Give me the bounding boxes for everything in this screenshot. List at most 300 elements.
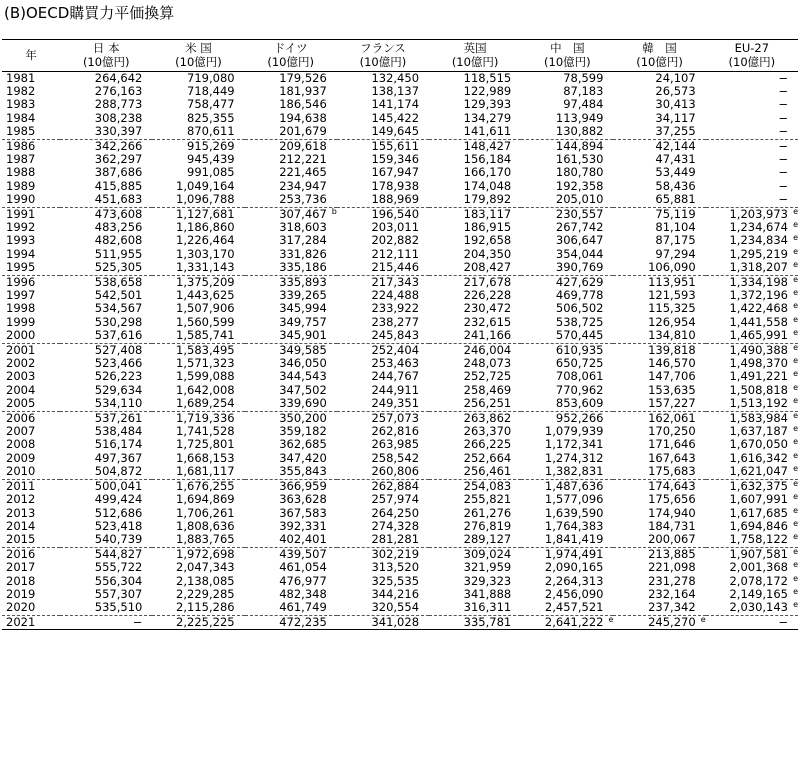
value-cell: [152, 275, 244, 289]
value-text: 718,449: [187, 83, 235, 98]
value-cell: [613, 248, 705, 261]
value-text: 1,226,464: [176, 233, 235, 248]
value-text: 37,255: [655, 124, 696, 139]
value-cell: [521, 289, 613, 302]
value-cell: [521, 357, 613, 370]
value-text: 366,959: [279, 478, 327, 493]
value-text: 42,144: [655, 138, 696, 153]
value-text: 346,050: [279, 356, 327, 371]
value-text: 529,634: [94, 382, 143, 397]
year-cell: 1998: [6, 301, 36, 316]
value-cell: [521, 207, 613, 221]
value-text: 224,488: [371, 288, 420, 302]
value-text: 1,599,088: [176, 369, 235, 384]
year-cell: 1985: [2, 125, 60, 139]
value-text: 144,894: [555, 138, 604, 153]
footnote-flag: e: [793, 301, 798, 311]
year-cell: 1996: [6, 274, 36, 289]
value-text: 175,683: [648, 464, 696, 479]
value-cell: [521, 547, 613, 561]
value-cell: [429, 465, 521, 479]
value-cell: [429, 125, 521, 139]
year-cell: 2019: [6, 586, 36, 601]
value-cell: [60, 547, 152, 561]
value-cell: [152, 438, 244, 451]
value-cell: [337, 425, 429, 438]
value-cell: [521, 343, 613, 357]
value-text: 261,276: [463, 505, 512, 520]
value-text: 260,806: [371, 464, 420, 479]
value-text: 1,498,370: [729, 356, 788, 371]
table-row: [2, 533, 798, 547]
value-cell: [245, 166, 337, 179]
value-cell: [152, 289, 244, 302]
value-text: 345,994: [279, 301, 327, 316]
value-text: 345,901: [279, 328, 327, 343]
column-name: EU-27: [734, 41, 770, 56]
value-text: 1,490,388: [729, 342, 788, 357]
value-text: 1,443,625: [176, 288, 235, 302]
value-cell: [152, 520, 244, 533]
year-cell: 2006: [6, 410, 36, 425]
value-text: 512,686: [94, 505, 143, 520]
table-row: [2, 112, 798, 125]
value-text: 252,725: [463, 369, 512, 384]
value-cell: [152, 357, 244, 370]
table-row: [2, 575, 798, 588]
value-cell: [245, 507, 337, 520]
value-cell: [245, 112, 337, 125]
value-cell: [152, 411, 244, 425]
value-cell: [337, 98, 429, 111]
value-text: 132,450: [371, 70, 420, 85]
year-cell: 2020: [2, 601, 60, 615]
value-text: −: [778, 97, 788, 112]
value-cell: [60, 261, 152, 275]
value-text: 499,424: [94, 492, 143, 507]
value-cell: [521, 520, 613, 533]
value-cell: [429, 289, 521, 302]
value-text: 106,090: [648, 260, 696, 275]
value-text: 241,166: [463, 328, 512, 343]
value-cell: [613, 438, 705, 451]
value-cell: [337, 85, 429, 98]
value-text: 349,757: [279, 314, 327, 329]
value-text: 363,628: [279, 492, 327, 507]
value-cell: [60, 425, 152, 438]
value-text: 1,670,050: [729, 437, 788, 452]
value-text: 329,323: [463, 573, 512, 588]
value-cell: [613, 452, 705, 465]
value-text: 248,073: [463, 356, 512, 371]
column-unit: (10億円): [82, 55, 130, 70]
value-cell: [706, 370, 798, 383]
value-cell: [337, 479, 429, 493]
year-cell: 1995: [2, 261, 60, 275]
value-cell: [521, 370, 613, 383]
value-cell: [60, 520, 152, 533]
value-cell: [60, 221, 152, 234]
footnote-flag: e: [793, 314, 798, 324]
value-text: 255,821: [463, 492, 512, 507]
value-cell: [521, 85, 613, 98]
value-text: 476,977: [279, 573, 327, 588]
year-cell: 2001: [6, 342, 36, 357]
value-cell: [337, 452, 429, 465]
value-text: 87,183: [563, 83, 604, 98]
year-cell: 2004: [6, 382, 36, 397]
value-text: 1,127,681: [176, 206, 235, 221]
value-cell: [245, 329, 337, 343]
value-text: 307,467: [279, 206, 327, 221]
value-text: 461,749: [279, 600, 327, 615]
value-text: 308,238: [94, 110, 143, 125]
value-cell: [613, 465, 705, 479]
value-cell: [706, 234, 798, 247]
value-text: 342,266: [94, 138, 143, 153]
value-text: 204,350: [463, 246, 512, 261]
value-cell: [152, 370, 244, 383]
value-cell: [429, 153, 521, 166]
value-text: 130,882: [555, 124, 604, 139]
value-cell: [429, 547, 521, 561]
value-text: 534,567: [94, 301, 143, 316]
value-cell: [613, 85, 705, 98]
value-cell: [429, 275, 521, 289]
value-cell: [245, 561, 337, 574]
table-row: [2, 493, 798, 506]
table-row: [2, 207, 798, 221]
footnote-flag: e: [793, 560, 798, 570]
value-cell: [337, 193, 429, 207]
value-text: 483,256: [94, 219, 143, 234]
table-title: (B)OECD購買力平価換算: [4, 4, 175, 22]
value-cell: [60, 316, 152, 329]
value-cell: [429, 588, 521, 601]
value-cell: [521, 261, 613, 275]
footnote-flag: e: [793, 586, 798, 596]
value-text: 174,940: [648, 505, 696, 520]
table-row: [2, 71, 798, 85]
value-cell: [245, 425, 337, 438]
value-cell: [152, 112, 244, 125]
value-text: 146,570: [648, 356, 696, 371]
value-text: 149,645: [371, 124, 420, 139]
value-text: 1,096,788: [176, 192, 235, 207]
year-cell: 1984: [6, 110, 36, 125]
value-cell: [152, 166, 244, 179]
value-cell: [245, 207, 337, 221]
value-cell: [152, 507, 244, 520]
value-text: 233,922: [371, 301, 420, 316]
value-cell: [613, 71, 705, 85]
value-text: 335,186: [279, 260, 327, 275]
value-cell: [60, 112, 152, 125]
value-text: 390,769: [555, 260, 604, 275]
value-text: 1,079,939: [544, 424, 604, 439]
table-row: [2, 261, 798, 275]
footnote-flag: e: [793, 288, 798, 297]
value-cell: [613, 520, 705, 533]
value-text: 320,554: [371, 600, 420, 615]
value-text: 186,546: [279, 97, 327, 112]
value-text: 141,174: [371, 97, 420, 112]
value-cell: [429, 166, 521, 179]
value-cell: [152, 302, 244, 315]
value-cell: [337, 601, 429, 615]
value-cell: [429, 316, 521, 329]
value-text: 451,683: [94, 192, 143, 207]
value-text: 186,915: [463, 219, 512, 234]
value-text: 65,881: [655, 192, 696, 207]
table-row: [2, 397, 798, 411]
value-text: 1,639,590: [544, 505, 604, 520]
value-text: 556,304: [94, 573, 143, 588]
value-cell: [60, 575, 152, 588]
value-text: 1,491,221: [729, 369, 788, 384]
value-cell: [429, 180, 521, 193]
value-text: 203,011: [371, 219, 420, 234]
value-text: 1,632,375: [729, 478, 788, 493]
year-cell: 2017: [6, 560, 36, 575]
column-name: 日 本: [92, 41, 120, 56]
value-cell: [706, 561, 798, 574]
value-cell: [613, 561, 705, 574]
footnote-flag: e: [793, 450, 798, 460]
value-cell: [337, 139, 429, 153]
footnote-flag: e: [793, 219, 798, 229]
value-cell: [152, 493, 244, 506]
value-text: 387,686: [94, 165, 143, 180]
value-text: 232,615: [463, 314, 512, 329]
value-cell: [245, 370, 337, 383]
value-cell: [613, 575, 705, 588]
value-cell: [337, 261, 429, 275]
value-cell: [521, 588, 613, 601]
value-text: 1,441,558: [729, 314, 788, 329]
value-cell: [152, 533, 244, 547]
value-cell: [521, 125, 613, 139]
year-cell: 2013: [6, 505, 36, 520]
value-text: 217,343: [371, 274, 420, 289]
value-cell: [152, 329, 244, 343]
value-text: 538,725: [555, 314, 604, 329]
table-row: [2, 384, 798, 397]
year-cell: 2016: [6, 546, 36, 561]
year-cell: 2015: [2, 533, 60, 547]
value-text: 47,431: [655, 151, 696, 166]
value-text: 497,367: [94, 450, 143, 465]
value-cell: [706, 153, 798, 166]
value-text: 30,413: [655, 97, 696, 112]
value-cell: [613, 153, 705, 166]
footnote-flag: e: [700, 614, 706, 624]
value-text: 1,049,164: [176, 178, 235, 193]
value-text: 221,465: [279, 165, 327, 180]
footnote-flag: e: [793, 396, 798, 406]
value-cell: [429, 343, 521, 357]
value-text: 156,184: [463, 151, 512, 166]
value-text: 1,621,047: [729, 464, 788, 479]
value-text: 1,487,636: [544, 478, 604, 493]
value-cell: [613, 180, 705, 193]
footnote-flag: e: [793, 206, 798, 216]
value-cell: [337, 248, 429, 261]
value-text: −: [778, 83, 788, 98]
value-cell: [152, 588, 244, 601]
value-cell: [706, 425, 798, 438]
value-cell: [706, 302, 798, 315]
value-text: 853,609: [555, 396, 604, 411]
footnote-flag: e: [793, 233, 798, 243]
value-cell: [613, 234, 705, 247]
column-header-uk: [429, 40, 521, 71]
value-cell: [521, 425, 613, 438]
value-cell: [706, 438, 798, 451]
value-cell: [337, 411, 429, 425]
year-cell: 1991: [6, 206, 36, 221]
column-unit: (10億円): [359, 55, 407, 70]
value-cell: [613, 302, 705, 315]
value-text: 313,520: [371, 560, 420, 575]
value-text: 134,279: [463, 110, 512, 125]
value-cell: [613, 221, 705, 234]
table-row: [2, 561, 798, 574]
value-cell: [337, 166, 429, 179]
column-header-japan: [60, 40, 152, 71]
value-text: 439,507: [279, 546, 327, 561]
value-text: 511,955: [94, 246, 143, 261]
column-header-germany: [245, 40, 337, 71]
value-text: 1,907,581: [729, 546, 788, 561]
year-cell: 2018: [6, 573, 36, 588]
column-unit: (10億円): [636, 55, 683, 70]
value-text: 825,355: [187, 110, 235, 125]
value-text: 367,583: [279, 505, 327, 520]
value-cell: [429, 493, 521, 506]
value-text: 237,342: [648, 600, 696, 615]
value-cell: [706, 275, 798, 289]
value-text: 245,270: [648, 614, 696, 629]
footnote-flag: e: [793, 342, 798, 352]
value-cell: [60, 153, 152, 166]
footnote-flag: b: [331, 206, 337, 216]
value-cell: [613, 507, 705, 520]
table-row: [2, 329, 798, 343]
value-cell: [706, 261, 798, 275]
value-text: 288,773: [94, 97, 143, 112]
value-text: 174,643: [648, 478, 696, 493]
value-cell: [706, 180, 798, 193]
value-cell: [60, 248, 152, 261]
value-text: 540,739: [94, 532, 143, 547]
value-cell: [60, 384, 152, 397]
value-text: 719,080: [187, 70, 235, 85]
value-text: 2,149,165: [729, 586, 788, 601]
value-cell: [152, 465, 244, 479]
year-cell: 1981: [6, 70, 36, 85]
value-cell: [152, 547, 244, 561]
value-text: 402,401: [279, 532, 327, 547]
value-cell: [706, 207, 798, 221]
value-cell: [706, 248, 798, 261]
value-cell: [245, 615, 337, 629]
value-cell: [152, 316, 244, 329]
table-row: [2, 520, 798, 533]
value-cell: [337, 289, 429, 302]
value-text: 362,685: [279, 437, 327, 452]
value-cell: [429, 533, 521, 547]
value-cell: [152, 601, 244, 615]
value-cell: [337, 329, 429, 343]
year-cell: 2002: [6, 356, 36, 371]
value-text: 526,223: [94, 369, 143, 384]
footnote-flag: e: [793, 505, 798, 515]
table-row: [2, 588, 798, 601]
table-row: [2, 370, 798, 383]
value-text: 335,781: [463, 614, 512, 629]
value-text: 339,265: [279, 288, 327, 302]
value-text: 97,484: [563, 97, 604, 112]
value-cell: [152, 85, 244, 98]
value-text: 758,477: [187, 97, 235, 112]
value-cell: [245, 411, 337, 425]
value-text: 344,216: [371, 586, 420, 601]
value-text: 289,127: [463, 532, 512, 547]
value-text: 350,200: [279, 410, 327, 425]
value-text: 915,269: [187, 138, 235, 153]
value-text: 469,778: [555, 288, 604, 302]
value-cell: [429, 561, 521, 574]
value-cell: [521, 493, 613, 506]
value-text: 2,115,286: [176, 600, 235, 615]
value-cell: [613, 411, 705, 425]
value-cell: [521, 166, 613, 179]
value-text: 153,635: [648, 382, 696, 397]
footnote-flag: e: [793, 600, 798, 610]
value-text: 306,647: [555, 233, 604, 248]
value-cell: [337, 533, 429, 547]
table-row: [2, 601, 798, 615]
value-cell: [613, 207, 705, 221]
value-cell: [60, 493, 152, 506]
value-cell: [706, 384, 798, 397]
value-text: 181,937: [279, 83, 327, 98]
value-text: 262,816: [371, 424, 420, 439]
value-text: 1,741,528: [176, 424, 235, 439]
value-text: 1,372,196: [729, 288, 788, 302]
value-text: 1,841,419: [544, 532, 604, 547]
value-cell: [245, 180, 337, 193]
value-cell: [245, 438, 337, 451]
value-text: 2,229,285: [176, 586, 235, 601]
footnote-flag: e: [793, 369, 798, 379]
value-text: 58,436: [655, 178, 696, 193]
value-text: 1,764,383: [544, 518, 604, 533]
table-row: [2, 234, 798, 247]
value-text: 2,456,090: [544, 586, 604, 601]
value-text: 246,004: [463, 342, 512, 357]
value-text: 1,172,341: [544, 437, 604, 452]
value-text: 212,221: [279, 151, 327, 166]
value-cell: [613, 261, 705, 275]
value-cell: [60, 289, 152, 302]
value-text: −: [778, 614, 788, 629]
footnote-flag: e: [793, 274, 798, 284]
value-text: −: [778, 151, 788, 166]
value-text: 542,501: [94, 288, 143, 302]
value-cell: [152, 479, 244, 493]
